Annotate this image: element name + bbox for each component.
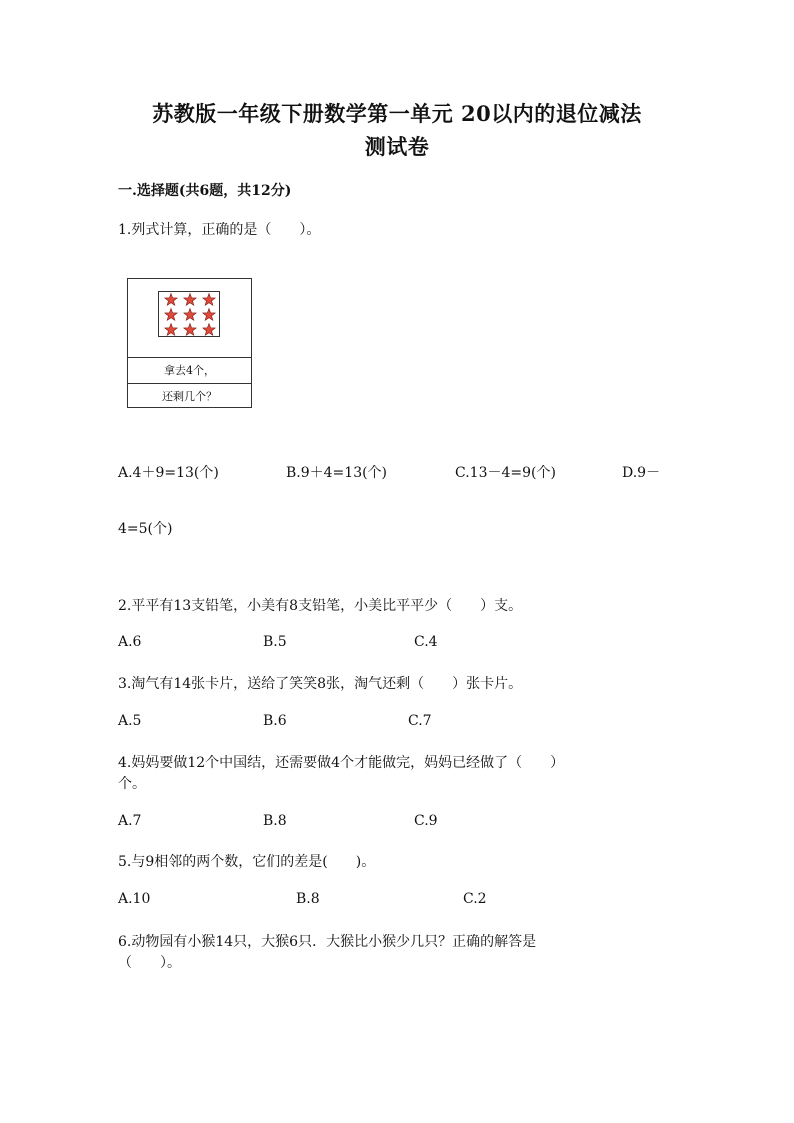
q1-option-d: D.9－ xyxy=(622,465,661,481)
section-heading: 一.选择题(共6题，共12分) xyxy=(118,183,292,199)
star-icon xyxy=(203,294,215,306)
question-4-stem-cont: 个。 xyxy=(118,776,146,792)
question-6-stem-cont: （ ）。 xyxy=(118,955,181,971)
star-icon xyxy=(203,309,215,321)
figure-caption-remaining: 还剩几个？ xyxy=(128,383,251,409)
q5-option-a: A.10 xyxy=(118,891,151,907)
q1-option-a: A.4＋9=13(个) xyxy=(118,465,219,481)
q2-option-c: C.4 xyxy=(414,634,438,650)
q4-option-c: C.9 xyxy=(414,813,438,829)
star-icon xyxy=(184,324,196,336)
stars-grid xyxy=(159,292,221,338)
page-title-line2: 测试卷 xyxy=(364,134,430,159)
page-title: 苏教版一年级下册数学第一单元 20以内的退位减法 xyxy=(152,101,642,126)
q5-option-b: B.8 xyxy=(296,891,320,907)
q1-option-c: C.13－4=9(个) xyxy=(455,465,556,481)
question-1-stem: 1.列式计算，正确的是（ ）。 xyxy=(118,222,321,238)
q3-option-c: C.7 xyxy=(408,713,432,729)
q1-option-b: B.9＋4=13(个) xyxy=(286,465,388,481)
q3-option-a: A.5 xyxy=(118,713,142,729)
question-2-stem: 2.平平有13支铅笔，小美有8支铅笔，小美比平平少（ ）支。 xyxy=(118,598,523,614)
question-3-stem: 3.淘气有14张卡片，送给了笑笑8张，淘气还剩（ ）张卡片。 xyxy=(118,676,523,692)
figure-caption-take-away: 拿去4个， xyxy=(128,357,251,383)
star-icon xyxy=(184,294,196,306)
q2-option-b: B.5 xyxy=(263,634,287,650)
question-5-stem: 5.与9相邻的两个数，它们的差是( )。 xyxy=(118,854,376,870)
question-1-figure xyxy=(127,278,252,408)
q4-option-b: B.8 xyxy=(263,813,287,829)
stars-box xyxy=(158,291,220,337)
star-icon xyxy=(165,294,177,306)
q2-option-a: A.6 xyxy=(118,634,142,650)
star-icon xyxy=(165,324,177,336)
star-icon xyxy=(165,309,177,321)
star-icon xyxy=(184,309,196,321)
q5-option-c: C.2 xyxy=(463,891,487,907)
star-icon xyxy=(203,324,215,336)
question-6-stem: 6.动物园有小猴14只，大猴6只．大猴比小猴少几只？正确的解答是 xyxy=(118,934,537,950)
q4-option-a: A.7 xyxy=(118,813,142,829)
q1-option-d-cont: 4=5(个) xyxy=(118,521,173,537)
question-4-stem: 4.妈妈要做12个中国结，还需要做4个才能做完，妈妈已经做了（ ） xyxy=(118,755,565,771)
q3-option-b: B.6 xyxy=(263,713,287,729)
